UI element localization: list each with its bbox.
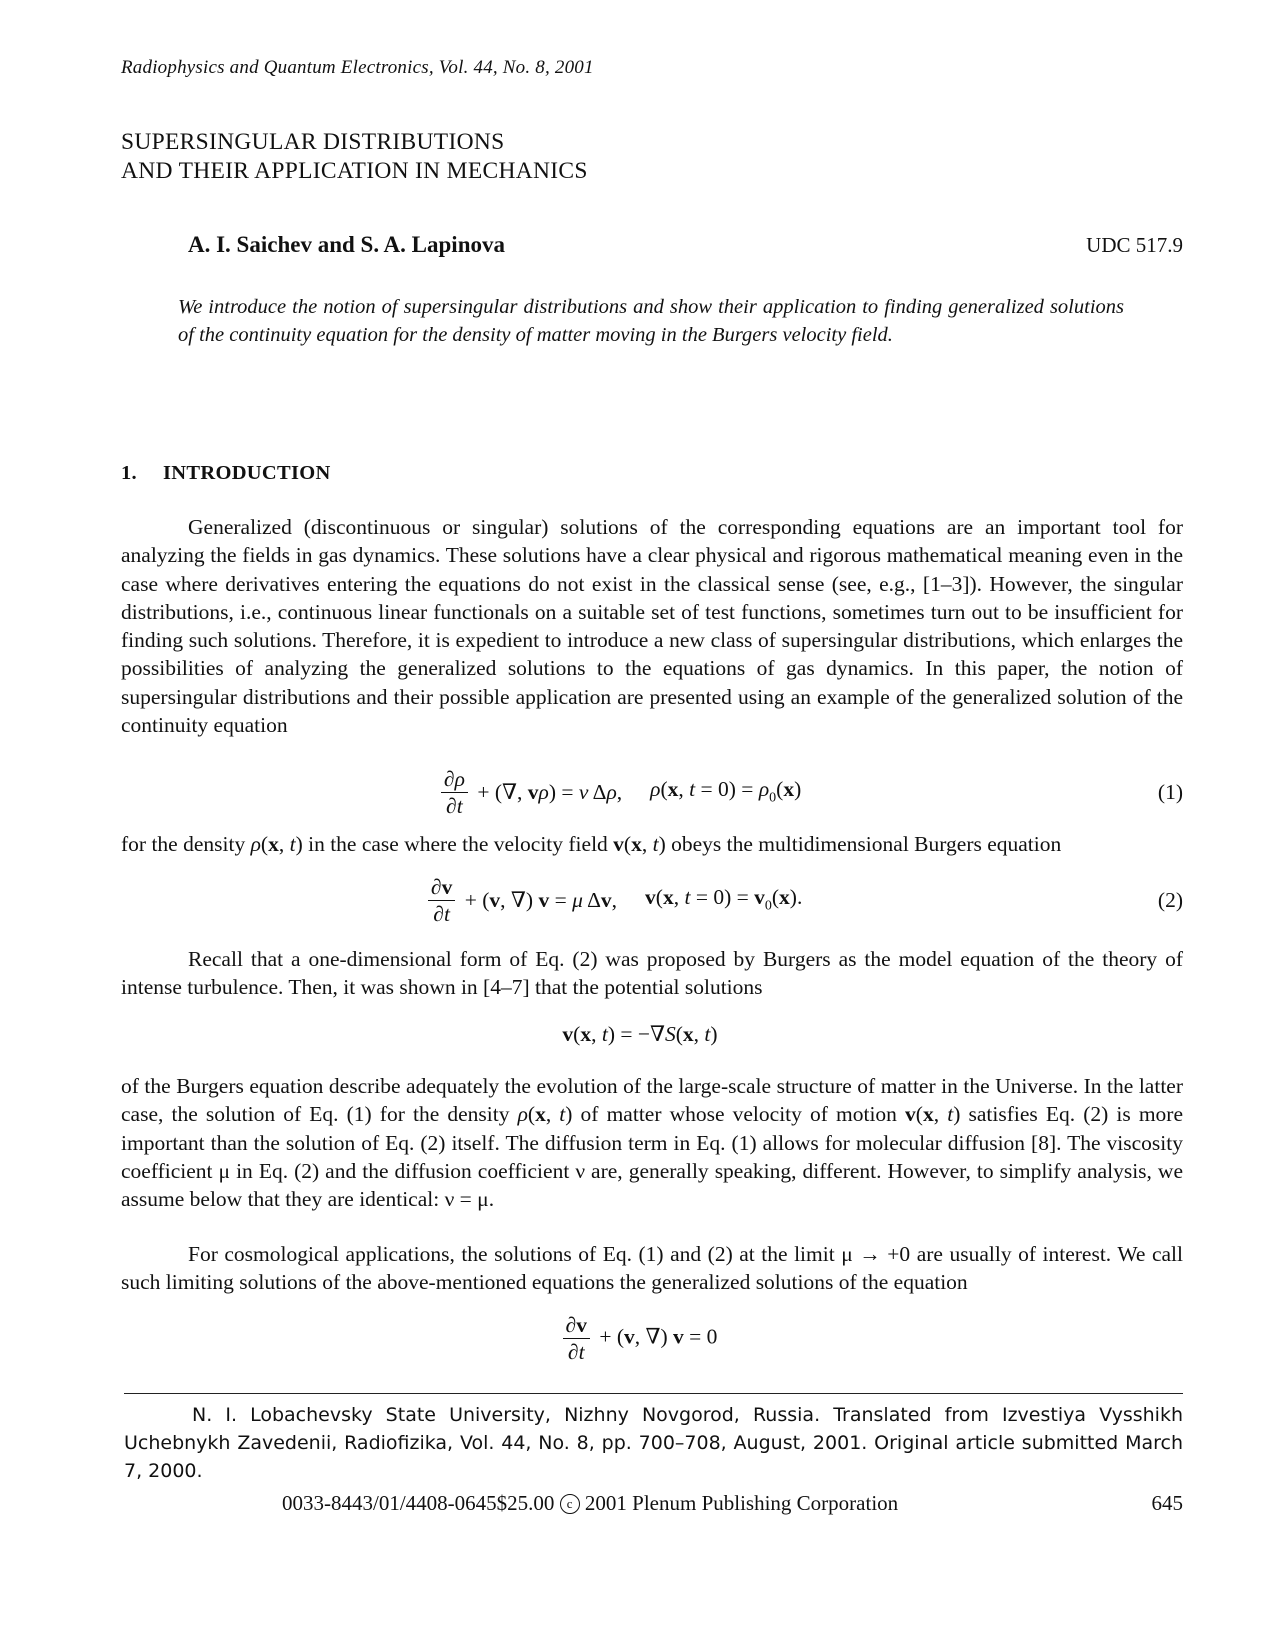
abstract: We introduce the notion of supersingular distributions and show their application to finding generalized solutions of the continuity equation for the density of matter moving in the Burgers velocity field. [178, 296, 1124, 346]
authors: A. I. Saichev and S. A. Lapinova [188, 232, 505, 257]
footnote: N. I. Lobachevsky State University, Nizhny Novgorod, Russia. Translated from Izvestiya Vysshikh Uchebnykh Zavedenii, Radiofizika, Vol. 44, No. 8, pp. 700–708, August, 2001. Original article submitted March 7, 2000. [124, 1404, 1183, 1482]
copyright-line [282, 1491, 898, 1516]
equation-1 [121, 762, 1183, 822]
copyright-icon: c [560, 1494, 580, 1514]
paper-title [121, 128, 588, 186]
paragraph-4: of the Burgers equation describe adequately the evolution of the large-scale structure of matter in the Universe. In the latter case, the solution of Eq. (1) for the density ρ(x, t) of matter whose velocity of motion v(x, t) satisfies Eq. (2) is more important than the solution of Eq. (2) itself. The diffusion term in Eq. (1) allows for molecular diffusion [8]. The viscosity coefficient μ in Eq. (2) and the diffusion coefficient ν are, generally speaking, different. However, to simplify analysis, we assume below that they are identical: ν = μ. [121, 1074, 1183, 1212]
equation-1-number: (1) [1157, 780, 1183, 804]
partial-v-dt: $\frac{\partial v}{\partial t}$ [428, 875, 455, 926]
paragraph-3: Recall that a one-dimensional form of Eq. (2) was proposed by Burgers as the model equation of the theory of intense turbulence. Then, it was shown in [4–7] that the potential solutions [121, 947, 1183, 1000]
title-line-1: SUPERSINGULAR DISTRIBUTIONS [121, 129, 505, 155]
title-line-2: AND THEIR APPLICATION IN MECHANICS [121, 158, 588, 184]
equation-potential: v(x, t) = −∇S(x, t) [562, 1022, 718, 1046]
paragraph-1: Generalized (discontinuous or singular) solutions of the corresponding equations are an important tool for analyzing the fields in gas dynamics. These solutions have a clear physical and rigorous mathematical meaning even in the case where derivatives entering the equations do not exist in the classical sense (see, e.g., [1–3]). However, the singular distributions, i.e., continuous linear functionals on a suitable set of test functions, sometimes turn out to be insufficient for finding such solutions. Therefore, it is expedient to introduce a new class of supersingular distributions, which enlarges the possibilities of analyzing the generalized solutions to the equations of gas dynamics. In this paper, the notion of supersingular distributions and their possible application are presented using an example of the generalized solution of the continuity equation [121, 515, 1183, 738]
section-number: 1. [121, 462, 137, 484]
section-heading [121, 462, 331, 485]
footnote-divider [124, 1393, 1183, 1394]
issn-code: 0033-8443/01/4408-0645$25.00 [282, 1491, 555, 1515]
partial-rho-dt: $\frac{\partial\rho}{\partial t}$ [441, 767, 468, 818]
section-title: INTRODUCTION [163, 462, 331, 484]
equation-2-body: $\frac{\partial v}{\partial t}$ + (v, ∇) v = μ Δv, v(x, $t = 0) = v_0(x)$. [428, 870, 802, 930]
paragraph-2: for the density ρ(x, t) in the case where the velocity field v(x, t) obeys the multidimensional Burgers equation [121, 832, 1062, 856]
equation-1-body: $\frac{\partial\rho}{\partial t}$ + (∇, vρ) = ν Δρ, ρ(x, $t = 0) = \rho_0(x)$ [441, 762, 801, 822]
journal-header: Radiophysics and Quantum Electronics, Vol. 44, No. 8, 2001 [121, 57, 594, 78]
paragraph-5: For cosmological applications, the solutions of Eq. (1) and (2) at the limit μ → +0 are usually of interest. We call such limiting solutions of the above-mentioned equations the generalized solutions of the equation [121, 1242, 1183, 1295]
page-number: 645 [1151, 1491, 1183, 1515]
equation-2 [121, 870, 1183, 930]
udc-code: UDC 517.9 [1086, 233, 1183, 257]
publisher: 2001 Plenum Publishing Corporation [584, 1491, 899, 1515]
equation-2-number: (2) [1157, 888, 1183, 912]
equation-inviscid: $\frac{\partial v}{\partial t}$ + (v, ∇) v = 0 [0, 1313, 1280, 1364]
